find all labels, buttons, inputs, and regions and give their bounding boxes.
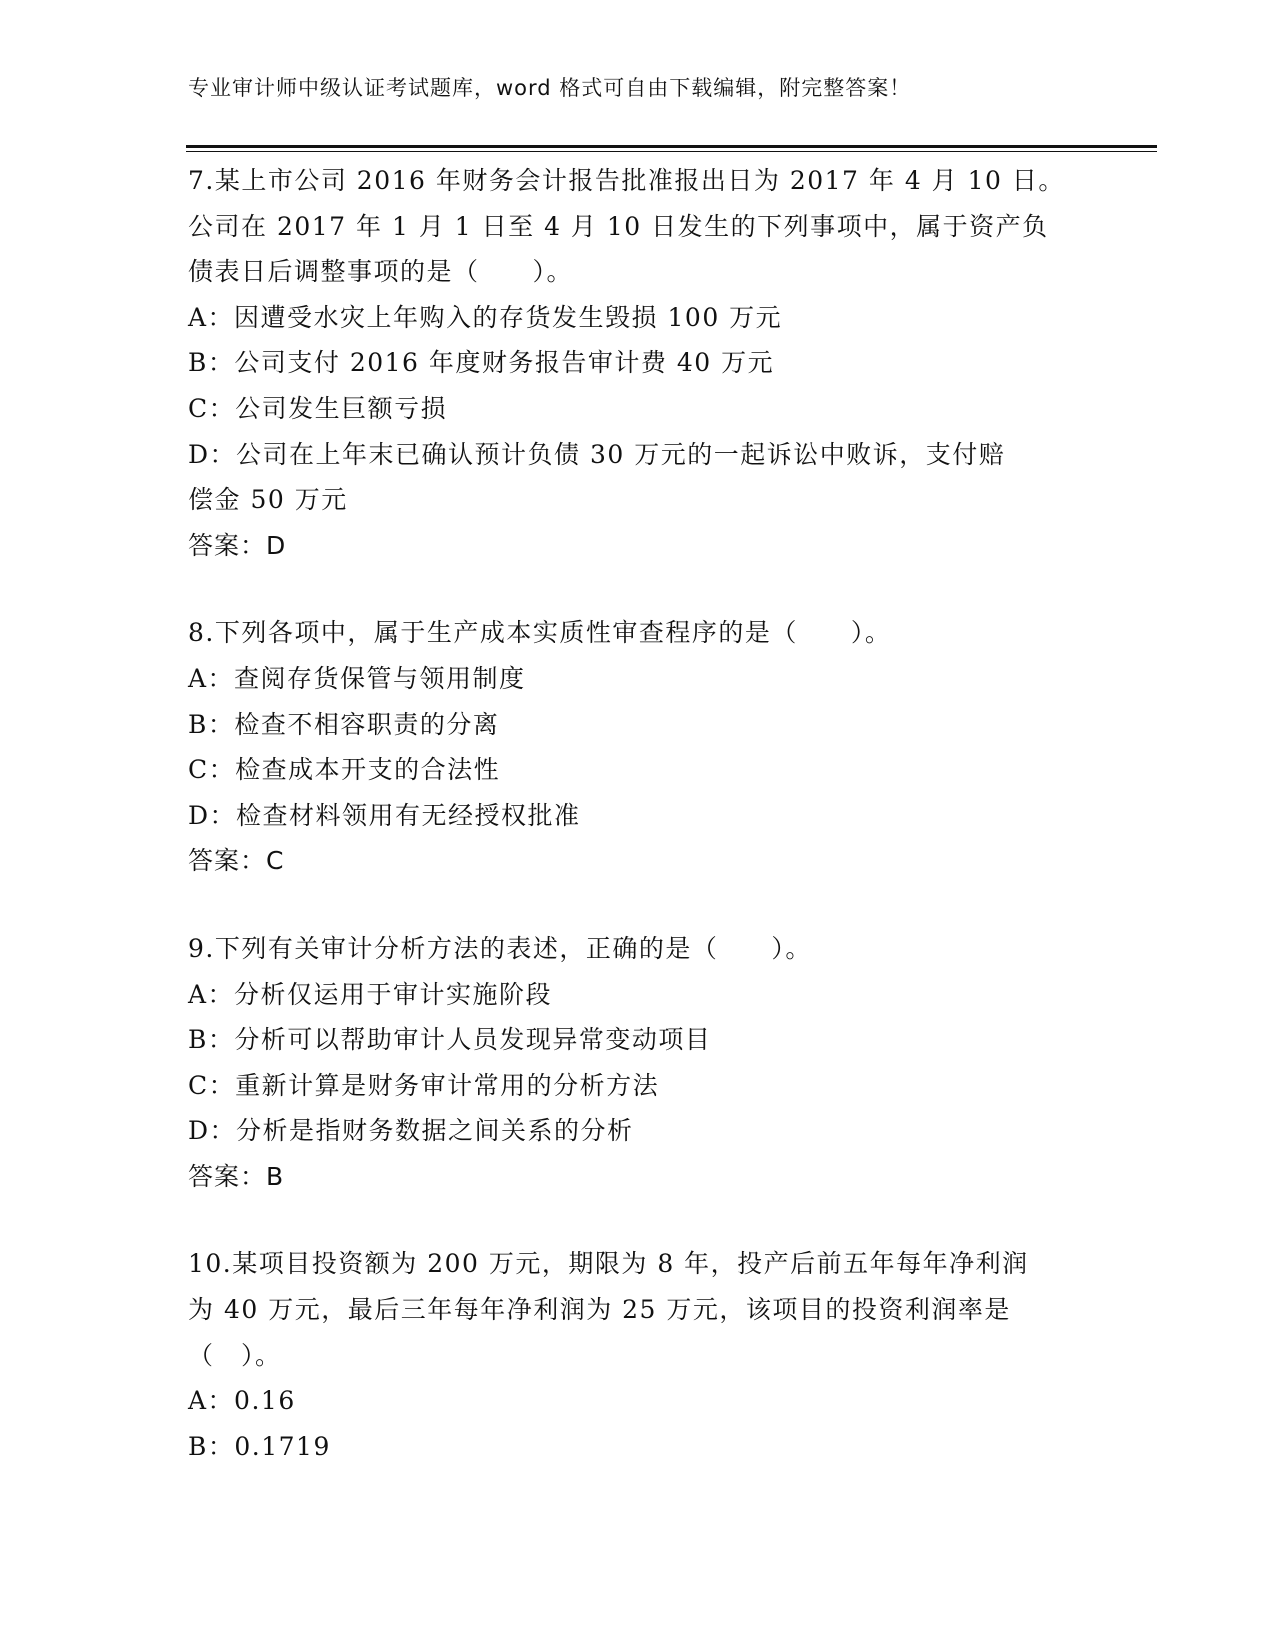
question-stem-line: 7.某上市公司 2016 年财务会计报告批准报出日为 2017 年 4 月 10 日。 xyxy=(188,166,1065,195)
option-b: B：分析可以帮助审计人员发现异常变动项目 xyxy=(188,1025,712,1055)
option-a: A：0.16 xyxy=(188,1386,296,1416)
question-stem-line: 为 40 万元，最后三年每年净利润为 25 万元，该项目的投资利润率是 xyxy=(188,1295,1011,1325)
option-b: B：检查不相容职责的分离 xyxy=(188,709,500,739)
question-stem-line: 10.某项目投资额为 200 万元，期限为 8 年，投产后前五年每年净利润 xyxy=(188,1249,1029,1279)
option-d: D：公司在上年末已确认预计负债 30 万元的一起诉讼中败诉，支付赔 xyxy=(188,439,1006,469)
question-stem-line: 债表日后调整事项的是（ ）。 xyxy=(188,257,574,287)
option-c: C：检查成本开支的合法性 xyxy=(188,755,501,785)
question-stem-line: 8.下列各项中，属于生产成本实质性审查程序的是（ ）。 xyxy=(188,618,892,648)
question-8 xyxy=(188,610,1088,884)
option-c: C：重新计算是财务审计常用的分析方法 xyxy=(188,1070,660,1100)
option-d-continued: 偿金 50 万元 xyxy=(188,485,348,515)
option-a: A：查阅存货保管与领用制度 xyxy=(188,663,526,693)
question-10 xyxy=(188,1241,1088,1469)
question-9 xyxy=(188,926,1088,1200)
question-7 xyxy=(188,158,1088,568)
answer-label: 答案：C xyxy=(188,846,285,876)
option-a: A：因遭受水灾上年购入的存货发生毁损 100 万元 xyxy=(188,302,783,332)
question-list xyxy=(188,158,1088,1511)
page-header-text: 专业审计师中级认证考试题库，word 格式可自由下载编辑，附完整答案！ xyxy=(188,76,912,100)
option-d: D：检查材料领用有无经授权批准 xyxy=(188,800,581,830)
header-rule-thick xyxy=(186,145,1157,148)
question-stem-line: 9.下列有关审计分析方法的表述，正确的是（ ）。 xyxy=(188,933,812,963)
option-b: B：0.1719 xyxy=(188,1431,331,1461)
answer-label: 答案：B xyxy=(188,1161,285,1191)
question-stem-line: （ ）。 xyxy=(188,1340,282,1370)
option-a: A：分析仅运用于审计实施阶段 xyxy=(188,979,553,1009)
answer-label: 答案：D xyxy=(188,530,287,560)
option-d: D：分析是指财务数据之间关系的分析 xyxy=(188,1116,634,1146)
question-stem-line: 公司在 2017 年 1 月 1 日至 4 月 10 日发生的下列事项中，属于资产负 xyxy=(188,211,1049,241)
option-b: B：公司支付 2016 年度财务报告审计费 40 万元 xyxy=(188,348,775,378)
header-rule-thin xyxy=(186,151,1157,152)
option-c: C：公司发生巨额亏损 xyxy=(188,393,448,423)
